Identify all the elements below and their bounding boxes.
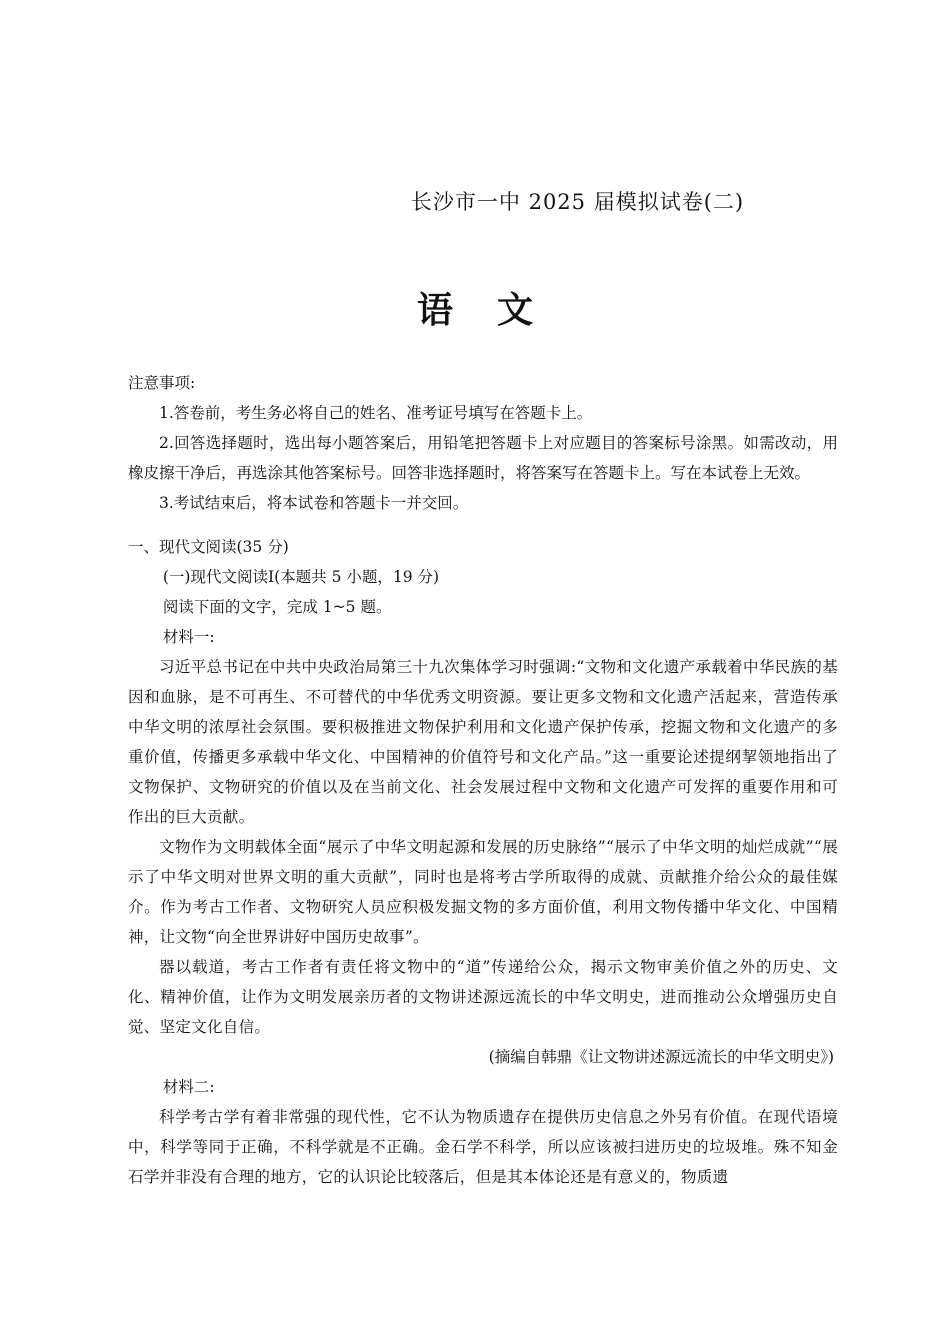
exam-body — [128, 368, 838, 1192]
material-1-label: 材料一: — [162, 628, 215, 646]
material-1-source: (摘编自韩鼎《让文物讲述源远流长的中华文明史》) — [488, 1048, 834, 1066]
section-subtitle: (一)现代文阅读Ⅰ(本题共 5 小题，19 分) — [162, 568, 440, 586]
material-2-label: 材料二: — [162, 1078, 215, 1096]
section-title: 一、现代文阅读(35 分) — [128, 538, 289, 556]
school-exam-title: 长沙市一中 2025 届模拟试卷(二) — [410, 190, 745, 214]
notice-item-2: 2.回答选择题时，选出每小题答案后，用铅笔把答题卡上对应题目的答案标号涂黑。如需改动，用橡皮擦干净后，再选涂其他答案标号。回答非选择题时，将答案写在答题卡上。写在本试卷上无效。 — [128, 434, 838, 482]
material-2-paragraph-1: 科学考古学有着非常强的现代性，它不认为物质遗存在提供历史信息之外另有价值。在现代语境中，科学等同于正确，不科学就是不正确。金石学不科学，所以应该被扫进历史的垃圾堆。殊不知金石学并非没有合理的地方，它的认识论比较落后，但是其本体论还是有意义的，物质遗 — [128, 1108, 838, 1186]
material-1-paragraph-1: 习近平总书记在中共中央政治局第三十九次集体学习时强调:“文物和文化遗产承载着中华民族的基因和血脉，是不可再生、不可替代的中华优秀文明资源。要让更多文物和文化遗产活起来，营造传承中华文明的浓厚社会氛围。要积极推进文物保护利用和文化遗产保护传承，挖掘文物和文化遗产的多重价值，传播更多承载中华文化、中国精神的价值符号和文化产品。”这一重要论述提纲挈领地指出了文物保护、文物研究的价值以及在当前文化、社会发展过程中文物和文化遗产可发挥的重要作用和可作出的巨大贡献。 — [128, 658, 838, 826]
subject-title: 语文 — [416, 289, 577, 331]
notice-heading: 注意事项: — [128, 374, 196, 392]
reading-instruction: 阅读下面的文字，完成 1~5 题。 — [162, 598, 392, 616]
notice-item-3: 3.考试结束后，将本试卷和答题卡一并交回。 — [159, 494, 469, 512]
material-1-paragraph-2: 文物作为文明载体全面“展示了中华文明起源和发展的历史脉络”“展示了中华文明的灿烂成就”“展示了中华文明对世界文明的重大贡献”，同时也是将考古学所取得的成就、贡献推介给公众的最佳媒介。作为考古工作者、文物研究人员应积极发掘文物的多方面价值，利用文物传播中华文化、中国精神，让文物“向全世界讲好中国历史故事”。 — [128, 838, 838, 946]
notice-item-1: 1.答卷前，考生务必将自己的姓名、准考证号填写在答题卡上。 — [159, 404, 593, 422]
spacer — [128, 518, 838, 532]
material-1-paragraph-3: 器以载道，考古工作者有责任将文物中的“道”传递给公众，揭示文物审美价值之外的历史、文化、精神价值，让作为文明发展亲历者的文物讲述源远流长的中华文明史，进而推动公众增强历史自觉、坚定文化自信。 — [128, 958, 838, 1036]
